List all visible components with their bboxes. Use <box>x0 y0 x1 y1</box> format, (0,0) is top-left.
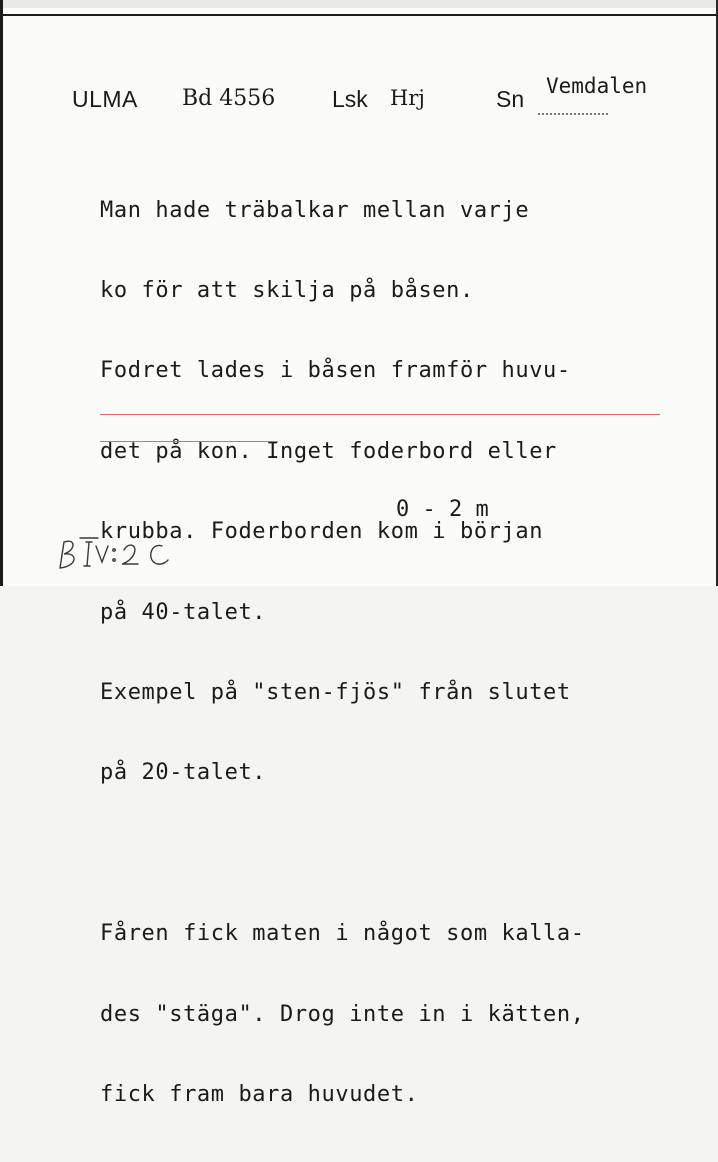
red-underline-2 <box>100 441 278 442</box>
lsk-label: Lsk <box>332 86 368 112</box>
red-underline-1 <box>100 414 660 415</box>
sn-label: Sn <box>496 86 525 112</box>
paragraph-gap <box>100 841 585 868</box>
text-line: Fåren fick maten i något som kalla- <box>100 921 585 947</box>
card-top-rule <box>0 14 718 16</box>
text-line: des "stäga". Drog inte in i kätten, <box>100 1001 585 1027</box>
text-line: fick fram bara huvudet. <box>100 1081 419 1107</box>
text-line: på 40-talet. <box>100 599 267 625</box>
handwritten-signature <box>58 532 208 572</box>
place-underline <box>538 113 608 115</box>
sn-value: Vemdalen <box>546 74 648 98</box>
text-line: krubba. Foderborden kom i början <box>100 519 544 545</box>
card-body <box>100 144 585 1162</box>
archive-code: ULMA <box>72 86 138 112</box>
card-left-border <box>0 0 3 586</box>
text-line: Fodret lades i båsen framför huvu- <box>100 358 571 384</box>
record-number: Bd 4556 <box>182 86 276 111</box>
text-line: Exempel på "sten-fjös" från slutet <box>100 679 571 705</box>
text-line: ko för att skilja på båsen. <box>100 277 474 303</box>
lsk-value: Hrj <box>390 86 425 110</box>
card-header <box>72 74 712 126</box>
text-line: det på kon. Inget foderbord eller <box>100 438 557 464</box>
text-line: Man hade träbalkar mellan varje <box>100 197 530 223</box>
footer-measure: 0 - 2 m <box>396 497 489 522</box>
text-line: på 20-talet. <box>100 760 267 786</box>
card-top-edge <box>0 0 718 8</box>
